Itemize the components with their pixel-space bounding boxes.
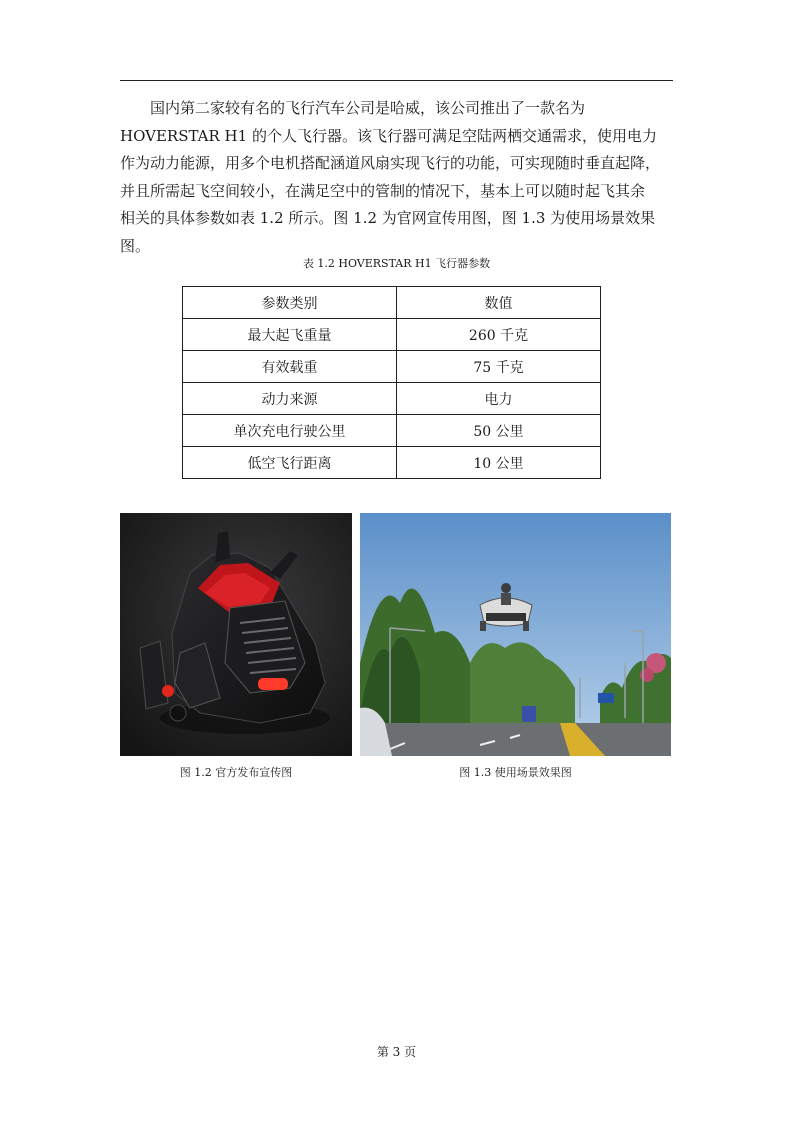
- table-cell: 电力: [397, 383, 601, 415]
- table-cell: 低空飞行距离: [183, 447, 397, 479]
- page-number: 第 3 页: [376, 1045, 417, 1059]
- paragraph-line: 作为动力能源，用多个电机搭配涵道风扇实现飞行的功能，可实现随时垂直起降，: [120, 154, 661, 172]
- table-cell: 动力来源: [183, 383, 397, 415]
- table-header-cell: 参数类别: [183, 287, 397, 319]
- table-row: [183, 319, 601, 351]
- table-row: [183, 383, 601, 415]
- table-header-row: [183, 287, 601, 319]
- table-row: [183, 447, 601, 479]
- table-cell: 10 公里: [397, 447, 601, 479]
- header-rule: [120, 80, 673, 81]
- body-paragraph: [120, 95, 673, 260]
- table-caption: 表 1.2 HOVERSTAR H1 飞行器参数: [302, 257, 491, 270]
- table-cell: 单次充电行驶公里: [183, 415, 397, 447]
- parameter-table: [182, 286, 601, 479]
- paragraph-line: 相关的具体参数如表 1.2 所示。图 1.2 为官网宣传用图，图 1.3 为使用场景效果: [120, 209, 656, 227]
- table-cell: 50 公里: [397, 415, 601, 447]
- table-cell: 最大起飞重量: [183, 319, 397, 351]
- table-cell: 75 千克: [397, 351, 601, 383]
- table-cell: 有效载重: [183, 351, 397, 383]
- paragraph-line: 图。: [120, 236, 151, 255]
- figure-caption: 图 1.3 使用场景效果图: [459, 766, 572, 779]
- figure-caption: 图 1.2 官方发布宣传图: [179, 766, 293, 779]
- table-row: [183, 351, 601, 383]
- paragraph-line: HOVERSTAR H1 的个人飞行器。该飞行器可满足空陆两栖交通需求，使用电力: [120, 126, 657, 145]
- paragraph-line: 国内第二家较有名的飞行汽车公司是哈威，该公司推出了一款名为: [150, 99, 586, 117]
- table-header-cell: 数值: [397, 287, 601, 319]
- promo-image: [120, 513, 352, 756]
- table-cell: 260 千克: [397, 319, 601, 351]
- table-row: [183, 415, 601, 447]
- scene-image: [360, 513, 671, 756]
- paragraph-line: 并且所需起飞空间较小，在满足空中的管制的情况下，基本上可以随时起飞其余: [120, 181, 646, 200]
